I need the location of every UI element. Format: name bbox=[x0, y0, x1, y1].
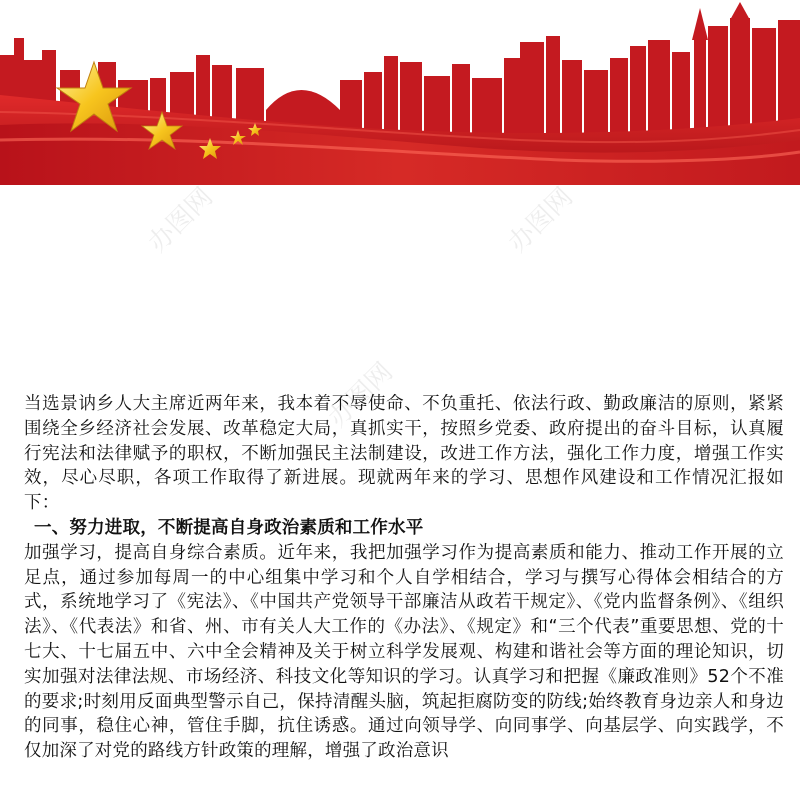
document-body bbox=[24, 392, 784, 764]
watermark: 办图网 bbox=[142, 182, 219, 259]
header-banner bbox=[0, 0, 800, 185]
section-heading: 一、努力进取，不断提高自身政治素质和工作水平 bbox=[34, 517, 424, 538]
watermark: 办图网 bbox=[322, 357, 399, 434]
section-paragraph: 加强学习，提高自身综合素质。近年来，我把加强学习作为提高素质和能力、推动工作开展的立足点，通过参加每周一的中心组集中学习和个人自学相结合，学习与撰写心得体会相结合的方式，系统地学习了《宪法》、《中国共产党领导干部廉洁从政若干规定》、《党内监督条例》、《组织法》、《代表法》和省、州、市有关人大工作的《办法》、《规定》和“三个代表”重要思想、党的十七大、十七届五中、六中全会精神及关于树立科学发展观、构建和谐社会等方面的理论知识，切实加强对法律法规、市场经济、科技文化等知识的学习。认真学习和把握《廉政准则》52个不准的要求;时刻用反面典型警示自己，保持清醒头脑，筑起拒腐防变的防线;始终教育身边亲人和身边的同事，稳住心神，管住手脚，抗住诱惑。通过向领导学、向同事学、向基层学、向实践学，不仅加深了对党的路线方针政策的理解，增强了政治意识 bbox=[24, 542, 784, 762]
red-ribbon-skyline-graphic bbox=[0, 0, 800, 185]
watermark: 办图网 bbox=[502, 182, 579, 259]
intro-paragraph: 当选景讷乡人大主席近两年来，我本着不辱使命、不负重托、依法行政、勤政廉洁的原则，紧紧围绕全乡经济社会发展、改革稳定大局，真抓实干，按照乡党委、政府提出的奋斗目标，认真履行宪法和法律赋予的职权，不断加强民主法制建设，改进工作方法，强化工作力度，增强工作实效，尽心尽职，各项工作取得了新进展。现就两年来的学习、思想作风建设和工作情况汇报如下： bbox=[24, 394, 784, 514]
